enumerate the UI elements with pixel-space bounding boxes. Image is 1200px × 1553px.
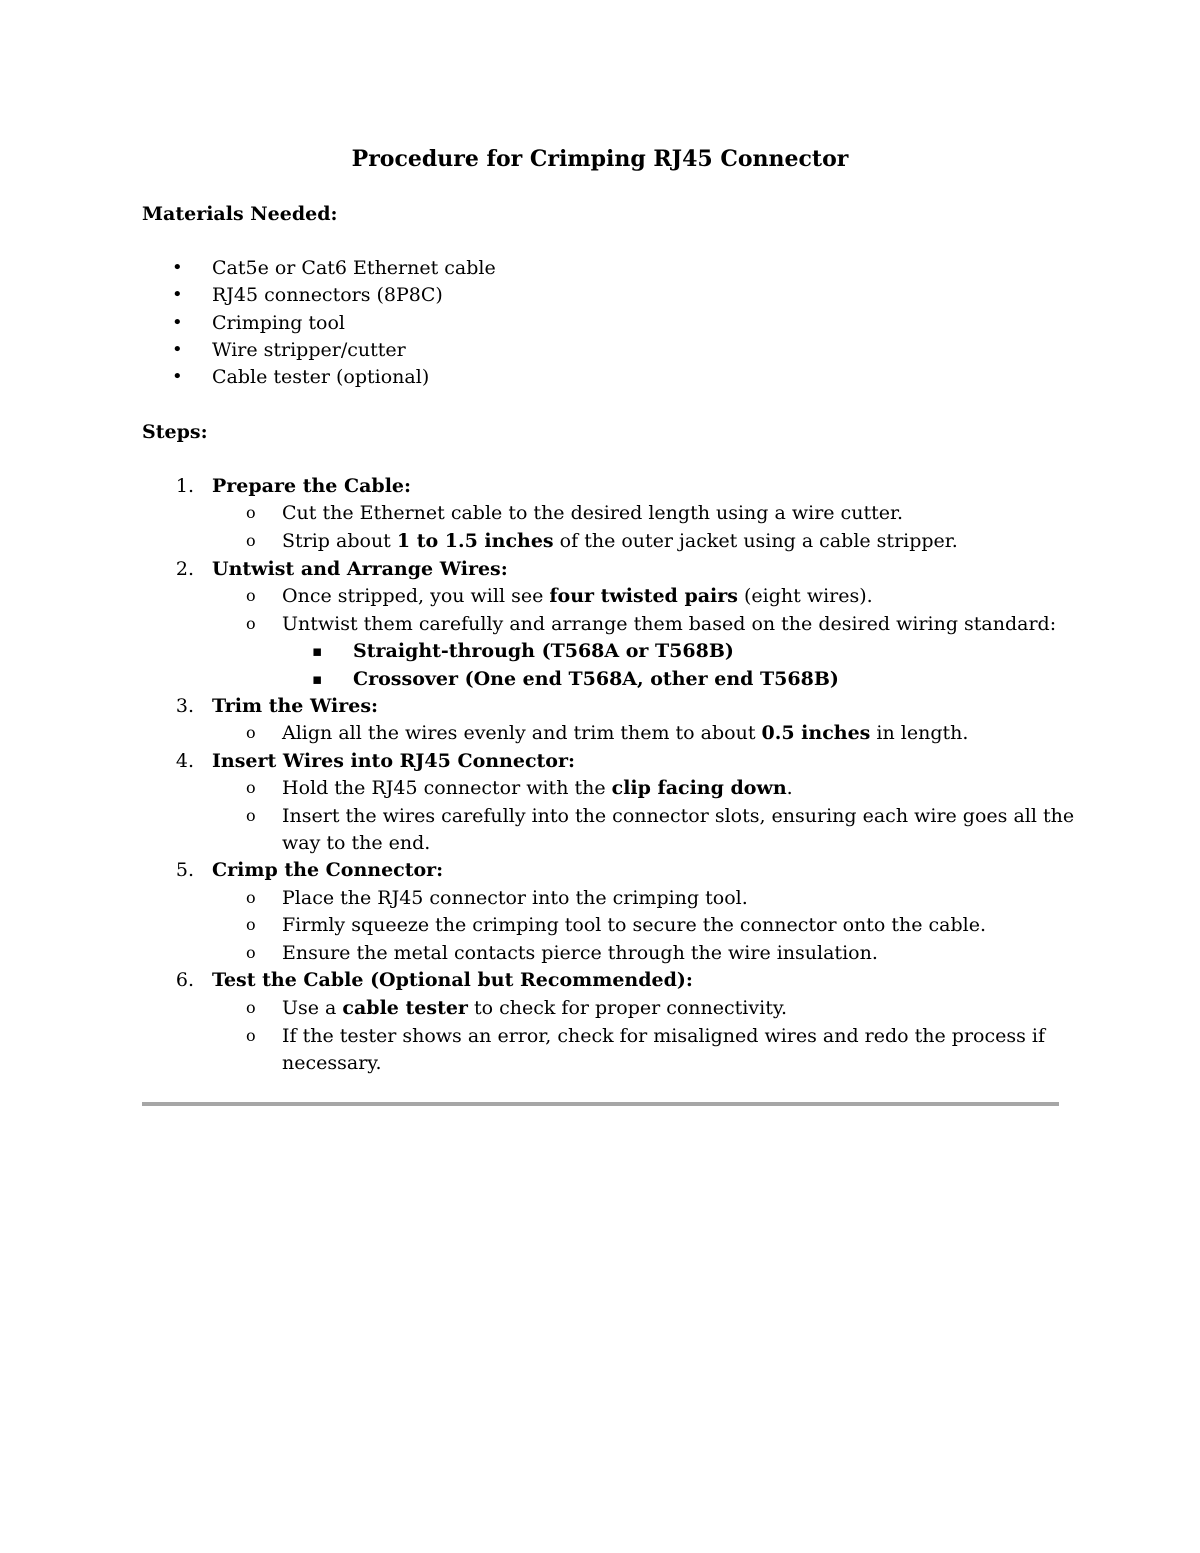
list-item: Firmly squeeze the crimping tool to secure the connector onto the cable.	[282, 914, 987, 936]
circle-bullet-icon: o	[246, 614, 256, 633]
list-item: Straight-through (T568A or T568B)	[353, 640, 734, 662]
list-item: Crossover (One end T568A, other end T568B)	[353, 668, 839, 690]
materials-heading: Materials Needed:	[142, 203, 338, 225]
step-title: Prepare the Cable:	[212, 475, 412, 497]
list-item: RJ45 connectors (8P8C)	[212, 284, 443, 306]
step-number: 1.	[175, 475, 194, 497]
list-item: Strip about 1 to 1.5 inches of the outer jacket using a cable stripper.	[282, 530, 958, 552]
circle-bullet-icon: o	[246, 531, 256, 550]
step-number: 5.	[175, 859, 194, 881]
list-item: Hold the RJ45 connector with the clip facing down.	[282, 777, 793, 799]
step-number: 2.	[175, 558, 194, 580]
bullet-icon: •	[172, 284, 183, 305]
circle-bullet-icon: o	[246, 943, 256, 962]
bullet-icon: •	[172, 339, 183, 360]
list-item: Place the RJ45 connector into the crimping tool.	[282, 887, 748, 909]
circle-bullet-icon: o	[246, 1026, 256, 1045]
list-item: Cable tester (optional)	[212, 366, 430, 388]
list-item: Crimping tool	[212, 312, 345, 334]
list-item: Use a cable tester to check for proper connectivity.	[282, 997, 788, 1019]
list-item: Cut the Ethernet cable to the desired length using a wire cutter.	[282, 502, 903, 524]
horizontal-rule	[142, 1102, 1059, 1106]
list-item: Align all the wires evenly and trim them to about 0.5 inches in length.	[282, 722, 969, 744]
step-title: Test the Cable (Optional but Recommended):	[212, 969, 693, 991]
bullet-icon: •	[172, 366, 183, 387]
bullet-icon: •	[172, 257, 183, 278]
list-item: Wire stripper/cutter	[212, 339, 406, 361]
step-title: Insert Wires into RJ45 Connector:	[212, 750, 576, 772]
circle-bullet-icon: o	[246, 888, 256, 907]
list-item-continuation: way to the end.	[282, 832, 431, 854]
list-item-continuation: necessary.	[282, 1052, 382, 1074]
bullet-icon: •	[172, 312, 183, 333]
list-item: Cat5e or Cat6 Ethernet cable	[212, 257, 496, 279]
list-item: If the tester shows an error, check for misaligned wires and redo the process if	[282, 1025, 1046, 1047]
step-number: 3.	[175, 695, 194, 717]
circle-bullet-icon: o	[246, 998, 256, 1017]
circle-bullet-icon: o	[246, 806, 256, 825]
circle-bullet-icon: o	[246, 723, 256, 742]
list-item: Untwist them carefully and arrange them based on the desired wiring standard:	[282, 613, 1057, 635]
square-bullet-icon: ▪	[312, 670, 323, 688]
circle-bullet-icon: o	[246, 915, 256, 934]
step-title: Crimp the Connector:	[212, 859, 444, 881]
step-number: 6.	[175, 969, 194, 991]
circle-bullet-icon: o	[246, 586, 256, 605]
list-item: Ensure the metal contacts pierce through the wire insulation.	[282, 942, 878, 964]
circle-bullet-icon: o	[246, 778, 256, 797]
steps-heading: Steps:	[142, 421, 208, 443]
circle-bullet-icon: o	[246, 503, 256, 522]
step-title: Trim the Wires:	[212, 695, 379, 717]
list-item: Insert the wires carefully into the connector slots, ensuring each wire goes all the	[282, 805, 1075, 827]
list-item: Once stripped, you will see four twisted pairs (eight wires).	[282, 585, 873, 607]
square-bullet-icon: ▪	[312, 642, 323, 660]
step-title: Untwist and Arrange Wires:	[212, 558, 508, 580]
step-number: 4.	[175, 750, 194, 772]
page-title: Procedure for Crimping RJ45 Connector	[351, 146, 849, 172]
